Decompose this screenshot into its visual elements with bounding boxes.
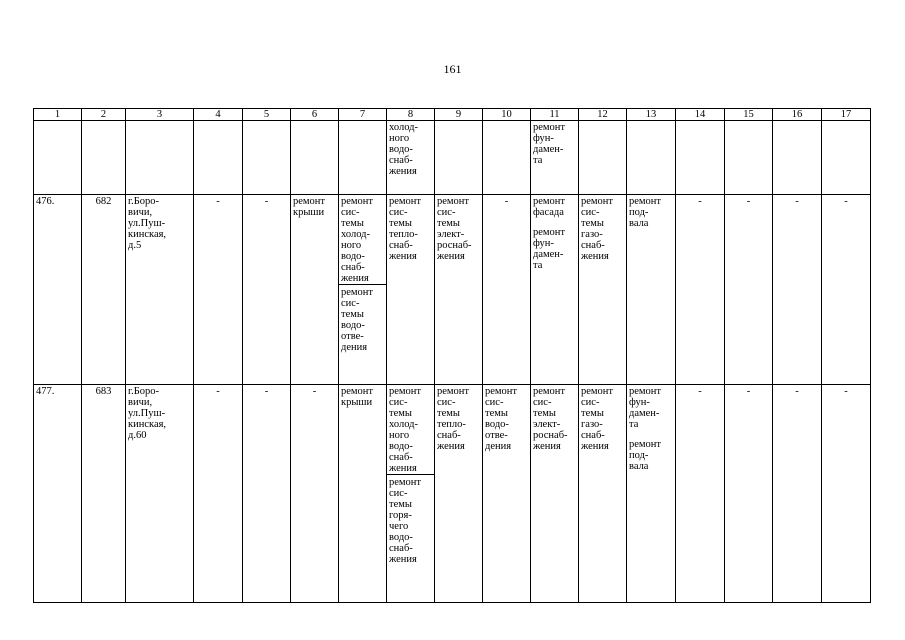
column-header-2: 2: [82, 109, 126, 121]
cell-entry: [437, 196, 480, 262]
text-line: отве-: [341, 331, 364, 342]
cell-col-17: [822, 121, 871, 195]
text-line: под-: [629, 450, 649, 461]
text-line: ного: [341, 240, 362, 251]
text-line: тепло-: [389, 229, 418, 240]
text-line: ул.Пуш-: [128, 408, 166, 419]
cell-col-14: [676, 121, 725, 195]
text-line: элект-: [533, 419, 561, 430]
cell-entry: [581, 386, 624, 452]
column-header-16: 16: [773, 109, 822, 121]
text-line: холод-: [389, 122, 418, 133]
text-line: темы: [389, 499, 412, 510]
cell-col-8: [387, 195, 435, 385]
text-line: 683: [95, 386, 112, 397]
cell-entry: [629, 196, 673, 229]
text-line: темы: [389, 218, 412, 229]
column-header-5: 5: [243, 109, 291, 121]
text-line: вичи,: [128, 397, 153, 408]
cell-col-7: [339, 195, 387, 385]
text-line: жения: [389, 251, 417, 262]
text-line: -: [216, 386, 220, 397]
cell-entry: [84, 386, 123, 397]
cell-entry: [196, 386, 240, 397]
cell-col-6: [291, 385, 339, 603]
cell-col-10: [483, 195, 531, 385]
text-line: -: [795, 386, 799, 397]
cell-col-1: [34, 195, 82, 385]
text-line: вала: [629, 461, 649, 472]
cell-col-17: [822, 385, 871, 603]
text-line: водо-: [341, 320, 365, 331]
cell-col-1: [34, 385, 82, 603]
text-line: ремонт: [581, 386, 614, 397]
text-line: фун-: [629, 397, 650, 408]
cell-col-6: [291, 195, 339, 385]
text-line: сис-: [341, 207, 360, 218]
column-header-8: 8: [387, 109, 435, 121]
text-line: сис-: [437, 207, 456, 218]
text-line: темы: [581, 408, 604, 419]
page-number: 161: [443, 62, 462, 76]
text-line: снаб-: [389, 155, 413, 166]
column-header-13: 13: [627, 109, 676, 121]
text-line: сис-: [389, 488, 408, 499]
text-line: дамен-: [533, 249, 564, 260]
cell-col-4: [194, 195, 243, 385]
text-line: ремонт: [341, 196, 374, 207]
cell-entry: [775, 386, 819, 397]
repair-schedule-table: [33, 108, 871, 603]
cell-entry: [824, 196, 868, 207]
cell-entry: [533, 227, 576, 271]
cell-col-16: [773, 195, 822, 385]
text-line: темы: [437, 218, 460, 229]
text-line: -: [312, 386, 317, 397]
column-header-1: 1: [34, 109, 82, 121]
cell-col-10: [483, 385, 531, 603]
text-line: жения: [389, 166, 417, 177]
text-line: ремонт: [437, 196, 470, 207]
table-row-476: [34, 195, 871, 385]
text-line: жения: [437, 251, 465, 262]
text-line: газо-: [581, 229, 603, 240]
cell-col-12: [579, 195, 627, 385]
cell-col-2: [82, 121, 126, 195]
cell-col-12: [579, 121, 627, 195]
cell-col-1: [34, 121, 82, 195]
text-line: горя-: [389, 510, 412, 521]
text-line: темы: [437, 408, 460, 419]
text-line: темы: [485, 408, 508, 419]
text-line: под-: [629, 207, 649, 218]
text-line: снаб-: [389, 452, 413, 463]
text-line: сис-: [389, 397, 408, 408]
text-line: сис-: [533, 397, 552, 408]
column-header-4: 4: [194, 109, 243, 121]
text-line: водо-: [389, 532, 413, 543]
column-number-row: [34, 109, 871, 121]
text-line: сис-: [581, 397, 600, 408]
text-line: та: [533, 155, 543, 166]
text-line: фун-: [533, 133, 554, 144]
text-line: ремонт: [629, 439, 662, 450]
text-line: жения: [389, 554, 417, 565]
text-line: вала: [629, 218, 649, 229]
cell-col-11: [531, 385, 579, 603]
cell-col-15: [725, 385, 773, 603]
text-line: -: [504, 196, 509, 207]
text-line: темы: [389, 408, 412, 419]
text-line: сис-: [485, 397, 504, 408]
cell-col-11: [531, 121, 579, 195]
text-line: темы: [341, 309, 364, 320]
text-line: ремонт: [533, 196, 566, 207]
text-line: вичи,: [128, 207, 153, 218]
cell-col-4: [194, 385, 243, 603]
text-line: ремонт: [629, 386, 662, 397]
text-line: ремонт: [341, 386, 374, 397]
cell-entry: [293, 196, 336, 218]
text-line: тепло-: [437, 419, 466, 430]
text-line: ремонт: [341, 287, 374, 298]
text-line: -: [698, 196, 702, 207]
text-line: д.60: [128, 430, 147, 441]
cell-col-3: [126, 385, 194, 603]
cell-col-10: [483, 121, 531, 195]
cell-entry: [678, 386, 722, 397]
text-line: снаб-: [437, 430, 461, 441]
cell-col-3: [126, 195, 194, 385]
cell-entry: [387, 474, 434, 565]
text-line: чего: [389, 521, 409, 532]
cell-entry: [533, 122, 576, 166]
text-line: г.Боро-: [128, 386, 160, 397]
cell-col-15: [725, 195, 773, 385]
column-header-17: 17: [822, 109, 871, 121]
cell-col-4: [194, 121, 243, 195]
column-header-12: 12: [579, 109, 627, 121]
text-line: темы: [533, 408, 556, 419]
cell-entry: [824, 386, 868, 397]
text-line: ул.Пуш-: [128, 218, 166, 229]
text-line: ного: [389, 430, 410, 441]
text-line: жения: [533, 441, 561, 452]
cell-col-11: [531, 195, 579, 385]
cell-col-13: [627, 121, 676, 195]
text-line: сис-: [341, 298, 360, 309]
cell-entry: [629, 439, 673, 472]
cell-col-9: [435, 385, 483, 603]
cell-col-6: [291, 121, 339, 195]
text-line: -: [746, 196, 751, 207]
text-line: снаб-: [389, 240, 413, 251]
cell-entry: [36, 386, 79, 397]
text-line: жения: [581, 441, 609, 452]
text-line: холод-: [389, 419, 418, 430]
text-line: газо-: [581, 419, 603, 430]
text-line: ремонт: [389, 477, 422, 488]
cell-entry: [775, 196, 819, 207]
table-row-477: [34, 385, 871, 603]
text-line: -: [216, 196, 220, 207]
column-header-14: 14: [676, 109, 725, 121]
cell-entry: [128, 386, 191, 441]
text-line: -: [844, 196, 848, 207]
cell-entry: [437, 386, 480, 452]
text-line: та: [629, 419, 639, 430]
cell-col-15: [725, 121, 773, 195]
text-line: сис-: [437, 397, 456, 408]
text-line: -: [264, 386, 269, 397]
text-line: темы: [581, 218, 604, 229]
cell-entry: [293, 386, 336, 397]
text-line: жения: [341, 273, 369, 284]
text-line: дения: [485, 441, 512, 452]
cell-entry: [533, 386, 576, 452]
cell-col-13: [627, 195, 676, 385]
text-line: крыши: [341, 397, 373, 408]
text-line: -: [698, 386, 702, 397]
cell-entry: [341, 386, 384, 408]
column-header-6: 6: [291, 109, 339, 121]
text-line: кинская,: [128, 419, 167, 430]
text-line: кинская,: [128, 229, 167, 240]
column-header-7: 7: [339, 109, 387, 121]
cell-col-5: [243, 121, 291, 195]
cell-entry: [678, 196, 722, 207]
table-row-continuation: [34, 121, 871, 195]
column-header-9: 9: [435, 109, 483, 121]
cell-col-5: [243, 195, 291, 385]
cell-entry: [36, 196, 79, 207]
cell-col-2: [82, 385, 126, 603]
cell-entry: [341, 196, 384, 284]
text-line: роснаб-: [533, 430, 568, 441]
text-line: сис-: [389, 207, 408, 218]
text-line: жения: [389, 463, 417, 474]
text-line: ремонт: [293, 196, 326, 207]
text-line: ремонт: [389, 196, 422, 207]
cell-entry: [128, 196, 191, 251]
text-line: ремонт: [629, 196, 662, 207]
text-line: д.5: [128, 240, 142, 251]
text-line: водо-: [389, 441, 413, 452]
text-line: водо-: [341, 251, 365, 262]
text-line: крыши: [293, 207, 325, 218]
text-line: элект-: [437, 229, 465, 240]
cell-entry: [727, 386, 770, 397]
text-line: г.Боро-: [128, 196, 160, 207]
cell-col-14: [676, 385, 725, 603]
text-line: ремонт: [533, 122, 566, 133]
text-line: жения: [437, 441, 465, 452]
text-line: та: [533, 260, 543, 271]
cell-entry: [389, 196, 432, 262]
text-line: ремонт: [533, 386, 566, 397]
text-line: водо-: [485, 419, 509, 430]
text-line: дамен-: [629, 408, 660, 419]
text-line: снаб-: [389, 543, 413, 554]
cell-entry: [485, 386, 528, 452]
cell-col-12: [579, 385, 627, 603]
text-line: 476.: [36, 196, 55, 207]
text-line: роснаб-: [437, 240, 472, 251]
text-line: ремонт: [533, 227, 566, 238]
cell-entry: [389, 122, 432, 177]
cell-entry: [533, 196, 576, 218]
cell-entry: [84, 196, 123, 207]
text-line: -: [844, 386, 848, 397]
cell-col-5: [243, 385, 291, 603]
cell-col-2: [82, 195, 126, 385]
cell-entry: [245, 196, 288, 207]
cell-col-7: [339, 385, 387, 603]
text-line: 477.: [36, 386, 55, 397]
cell-entry: [196, 196, 240, 207]
text-line: ремонт: [485, 386, 518, 397]
text-line: снаб-: [581, 240, 605, 251]
text-line: снаб-: [341, 262, 365, 273]
text-line: снаб-: [581, 430, 605, 441]
cell-col-17: [822, 195, 871, 385]
text-line: -: [746, 386, 751, 397]
column-header-3: 3: [126, 109, 194, 121]
text-line: дамен-: [533, 144, 564, 155]
text-line: -: [264, 196, 269, 207]
text-line: холод-: [341, 229, 370, 240]
text-line: темы: [341, 218, 364, 229]
text-line: фун-: [533, 238, 554, 249]
cell-col-3: [126, 121, 194, 195]
text-line: 682: [95, 196, 112, 207]
text-line: ремонт: [437, 386, 470, 397]
text-line: ремонт: [581, 196, 614, 207]
text-line: жения: [581, 251, 609, 262]
column-header-10: 10: [483, 109, 531, 121]
text-line: фасада: [533, 207, 564, 218]
cell-col-7: [339, 121, 387, 195]
cell-col-9: [435, 195, 483, 385]
cell-col-8: [387, 121, 435, 195]
cell-entry: [245, 386, 288, 397]
column-header-11: 11: [531, 109, 579, 121]
cell-entry: [629, 386, 673, 430]
cell-entry: [485, 196, 528, 207]
cell-col-9: [435, 121, 483, 195]
cell-entry: [581, 196, 624, 262]
text-line: ного: [389, 133, 410, 144]
text-line: ремонт: [389, 386, 422, 397]
cell-col-16: [773, 121, 822, 195]
cell-col-16: [773, 385, 822, 603]
text-line: дения: [341, 342, 368, 353]
cell-entry: [727, 196, 770, 207]
text-line: водо-: [389, 144, 413, 155]
text-line: отве-: [485, 430, 508, 441]
cell-entry: [389, 386, 432, 474]
cell-col-8: [387, 385, 435, 603]
cell-col-13: [627, 385, 676, 603]
column-header-15: 15: [725, 109, 773, 121]
cell-entry: [339, 284, 386, 353]
text-line: сис-: [581, 207, 600, 218]
text-line: -: [795, 196, 799, 207]
cell-col-14: [676, 195, 725, 385]
